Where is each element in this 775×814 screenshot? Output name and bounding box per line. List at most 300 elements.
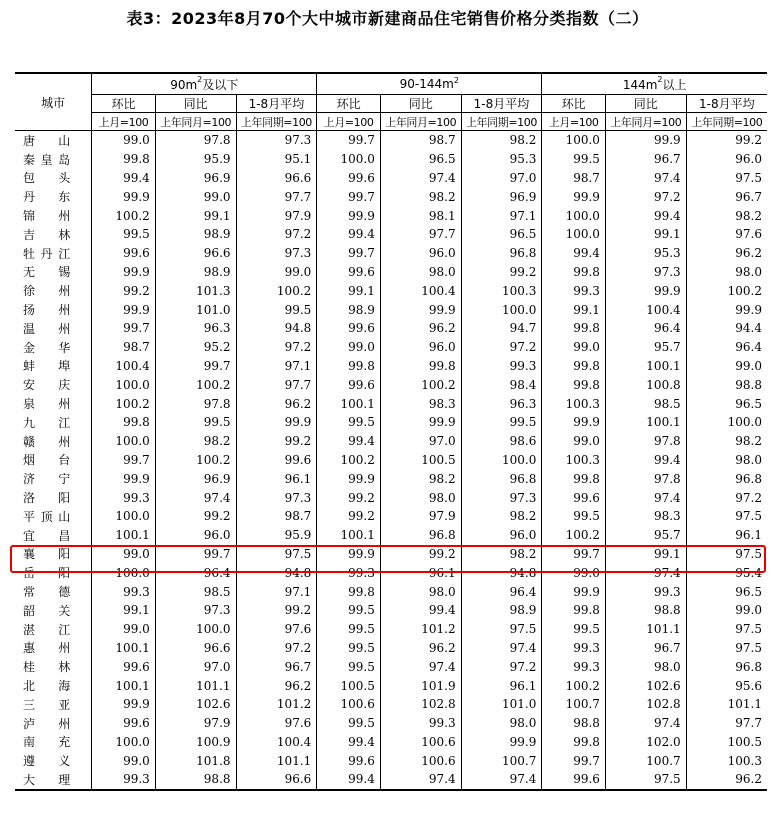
- base-header: 上年同月=100: [605, 113, 686, 131]
- index-value-cell: 100.4: [605, 300, 686, 319]
- city-name-cell: 遵义: [15, 751, 92, 770]
- index-value-cell: 94.8: [236, 563, 317, 582]
- index-value-cell: 96.7: [605, 639, 686, 658]
- index-value-cell: 99.4: [92, 169, 156, 188]
- index-value-cell: 96.0: [380, 338, 461, 357]
- index-value-cell: 98.8: [155, 770, 236, 790]
- table-row: [15, 131, 767, 150]
- group-header-large: $144m^2$以上: [542, 73, 767, 95]
- index-value-cell: 97.0: [461, 169, 542, 188]
- index-value-cell: 99.4: [380, 601, 461, 620]
- index-value-cell: 97.5: [686, 620, 767, 639]
- index-value-cell: 99.8: [92, 413, 156, 432]
- index-value-cell: 97.8: [155, 394, 236, 413]
- index-value-cell: 99.1: [605, 545, 686, 564]
- index-value-cell: 99.4: [605, 206, 686, 225]
- index-value-cell: 98.2: [461, 507, 542, 526]
- index-value-cell: 100.6: [317, 695, 381, 714]
- index-value-cell: 95.3: [461, 150, 542, 169]
- index-value-cell: 99.9: [92, 469, 156, 488]
- index-value-cell: 96.5: [380, 150, 461, 169]
- table-row: [15, 563, 767, 582]
- index-value-cell: 101.1: [236, 751, 317, 770]
- index-value-cell: 99.5: [461, 413, 542, 432]
- index-value-cell: 98.9: [155, 263, 236, 282]
- index-value-cell: 100.0: [92, 507, 156, 526]
- index-value-cell: 98.0: [686, 263, 767, 282]
- index-value-cell: 99.8: [542, 733, 606, 752]
- base-header: 上月=100: [92, 113, 156, 131]
- city-name-cell: 南充: [15, 733, 92, 752]
- index-value-cell: 99.0: [236, 263, 317, 282]
- index-value-cell: 99.9: [92, 263, 156, 282]
- index-value-cell: 96.8: [461, 244, 542, 263]
- index-value-cell: 99.0: [686, 357, 767, 376]
- index-value-cell: 100.0: [461, 300, 542, 319]
- index-value-cell: 101.1: [605, 620, 686, 639]
- base-header: 上年同期=100: [236, 113, 317, 131]
- index-value-cell: 100.3: [542, 451, 606, 470]
- index-value-cell: 96.4: [686, 338, 767, 357]
- index-value-cell: 100.2: [380, 375, 461, 394]
- index-value-cell: 97.2: [461, 657, 542, 676]
- index-value-cell: 99.6: [542, 770, 606, 790]
- index-value-cell: 98.7: [542, 169, 606, 188]
- index-value-cell: 99.9: [236, 413, 317, 432]
- group-header-medium: $90-144m^2$: [317, 73, 542, 95]
- index-value-cell: 100.1: [605, 357, 686, 376]
- city-name-cell: 秦皇岛: [15, 150, 92, 169]
- table-row: [15, 263, 767, 282]
- index-value-cell: 96.0: [380, 244, 461, 263]
- index-value-cell: 99.5: [155, 413, 236, 432]
- index-value-cell: 94.4: [686, 319, 767, 338]
- index-value-cell: 98.9: [155, 225, 236, 244]
- index-value-cell: 101.2: [236, 695, 317, 714]
- base-header: 上年同期=100: [461, 113, 542, 131]
- index-value-cell: 100.7: [461, 751, 542, 770]
- index-value-cell: 95.1: [236, 150, 317, 169]
- index-value-cell: 99.5: [542, 150, 606, 169]
- index-value-cell: 97.7: [236, 187, 317, 206]
- index-value-cell: 100.5: [317, 676, 381, 695]
- index-value-cell: 100.8: [605, 375, 686, 394]
- index-value-cell: 97.8: [605, 432, 686, 451]
- index-value-cell: 97.7: [380, 225, 461, 244]
- index-value-cell: 100.9: [155, 733, 236, 752]
- index-value-cell: 98.3: [605, 507, 686, 526]
- table-row: [15, 225, 767, 244]
- metric-header: 1-8月平均: [461, 95, 542, 113]
- base-header: 上月=100: [542, 113, 606, 131]
- table-row: [15, 319, 767, 338]
- city-name-cell: 湛江: [15, 620, 92, 639]
- index-value-cell: 99.3: [461, 357, 542, 376]
- index-value-cell: 97.8: [605, 469, 686, 488]
- index-value-cell: 96.0: [155, 526, 236, 545]
- index-value-cell: 98.9: [461, 601, 542, 620]
- index-value-cell: 97.3: [461, 488, 542, 507]
- index-value-cell: 96.6: [236, 169, 317, 188]
- index-value-cell: 97.2: [605, 187, 686, 206]
- index-value-cell: 95.6: [686, 676, 767, 695]
- city-name-cell: 襄阳: [15, 545, 92, 564]
- index-value-cell: 96.4: [605, 319, 686, 338]
- index-value-cell: 99.9: [542, 413, 606, 432]
- index-value-cell: 98.2: [380, 187, 461, 206]
- index-value-cell: 100.7: [542, 695, 606, 714]
- index-value-cell: 97.3: [236, 131, 317, 150]
- table-row: [15, 733, 767, 752]
- index-value-cell: 97.7: [236, 375, 317, 394]
- index-value-cell: 96.8: [686, 469, 767, 488]
- index-value-cell: 100.2: [155, 451, 236, 470]
- index-value-cell: 99.3: [542, 639, 606, 658]
- index-value-cell: 99.2: [317, 488, 381, 507]
- index-value-cell: 96.4: [461, 582, 542, 601]
- city-name-cell: 九江: [15, 413, 92, 432]
- index-value-cell: 99.0: [92, 620, 156, 639]
- index-value-cell: 100.4: [236, 733, 317, 752]
- index-value-cell: 99.8: [380, 357, 461, 376]
- index-value-cell: 99.9: [686, 300, 767, 319]
- city-name-cell: 牡丹江: [15, 244, 92, 263]
- index-value-cell: 99.5: [317, 639, 381, 658]
- index-value-cell: 100.0: [92, 432, 156, 451]
- index-value-cell: 96.8: [461, 469, 542, 488]
- index-value-cell: 100.1: [92, 526, 156, 545]
- index-value-cell: 97.5: [686, 639, 767, 658]
- index-value-cell: 99.4: [317, 225, 381, 244]
- city-name-cell: 无锡: [15, 263, 92, 282]
- index-value-cell: 94.8: [461, 563, 542, 582]
- index-value-cell: 98.0: [605, 657, 686, 676]
- index-value-cell: 98.8: [605, 601, 686, 620]
- index-value-cell: 100.1: [317, 394, 381, 413]
- index-value-cell: 99.0: [92, 751, 156, 770]
- index-value-cell: 100.2: [236, 281, 317, 300]
- index-value-cell: 99.9: [605, 281, 686, 300]
- index-value-cell: 97.5: [686, 545, 767, 564]
- index-value-cell: 96.9: [155, 469, 236, 488]
- index-value-cell: 99.9: [92, 300, 156, 319]
- index-value-cell: 97.4: [380, 770, 461, 790]
- index-value-cell: 99.0: [317, 338, 381, 357]
- index-value-cell: 99.6: [542, 488, 606, 507]
- index-value-cell: 98.7: [380, 131, 461, 150]
- table-row: [15, 582, 767, 601]
- index-value-cell: 100.2: [686, 281, 767, 300]
- metric-header: 同比: [155, 95, 236, 113]
- index-value-cell: 99.0: [542, 432, 606, 451]
- index-value-cell: 99.5: [92, 225, 156, 244]
- index-value-cell: 99.4: [605, 451, 686, 470]
- index-value-cell: 99.3: [380, 714, 461, 733]
- index-value-cell: 99.9: [92, 187, 156, 206]
- index-value-cell: 99.5: [542, 620, 606, 639]
- table-row: [15, 620, 767, 639]
- table-row: [15, 206, 767, 225]
- index-value-cell: 100.1: [317, 526, 381, 545]
- index-value-cell: 101.8: [155, 751, 236, 770]
- index-value-cell: 99.4: [317, 432, 381, 451]
- index-value-cell: 99.6: [92, 244, 156, 263]
- index-value-cell: 102.8: [605, 695, 686, 714]
- city-name-cell: 赣州: [15, 432, 92, 451]
- metric-header: 同比: [380, 95, 461, 113]
- index-value-cell: 96.9: [155, 169, 236, 188]
- index-value-cell: 98.2: [380, 469, 461, 488]
- city-column-header: 城市: [15, 73, 92, 131]
- index-value-cell: 100.1: [92, 676, 156, 695]
- table-row: [15, 300, 767, 319]
- index-value-cell: 99.2: [380, 545, 461, 564]
- index-value-cell: 98.9: [317, 300, 381, 319]
- index-value-cell: 101.1: [155, 676, 236, 695]
- index-value-cell: 100.4: [380, 281, 461, 300]
- index-value-cell: 99.3: [605, 582, 686, 601]
- index-value-cell: 100.0: [542, 206, 606, 225]
- index-value-cell: 99.9: [380, 300, 461, 319]
- index-value-cell: 99.9: [605, 131, 686, 150]
- metric-header: 环比: [542, 95, 606, 113]
- index-value-cell: 99.8: [542, 375, 606, 394]
- index-value-cell: 98.4: [461, 375, 542, 394]
- index-value-cell: 99.5: [236, 300, 317, 319]
- index-value-cell: 97.4: [380, 657, 461, 676]
- index-value-cell: 99.5: [542, 507, 606, 526]
- index-value-cell: 100.0: [686, 413, 767, 432]
- index-value-cell: 97.0: [380, 432, 461, 451]
- city-name-cell: 洛阳: [15, 488, 92, 507]
- index-value-cell: 96.7: [236, 657, 317, 676]
- index-value-cell: 100.0: [542, 225, 606, 244]
- index-value-cell: 99.4: [317, 733, 381, 752]
- index-value-cell: 97.3: [155, 601, 236, 620]
- index-value-cell: 96.5: [686, 582, 767, 601]
- index-value-cell: 98.3: [380, 394, 461, 413]
- index-value-cell: 99.1: [92, 601, 156, 620]
- index-value-cell: 99.9: [317, 545, 381, 564]
- table-row: [15, 507, 767, 526]
- city-name-cell: 烟台: [15, 451, 92, 470]
- index-value-cell: 95.9: [236, 526, 317, 545]
- index-value-cell: 96.4: [155, 563, 236, 582]
- index-value-cell: 99.6: [317, 263, 381, 282]
- index-value-cell: 99.7: [542, 751, 606, 770]
- index-value-cell: 100.6: [380, 751, 461, 770]
- index-value-cell: 99.8: [542, 601, 606, 620]
- metric-header: 环比: [92, 95, 156, 113]
- index-value-cell: 97.2: [236, 639, 317, 658]
- index-value-cell: 99.1: [155, 206, 236, 225]
- index-value-cell: 99.3: [92, 488, 156, 507]
- index-value-cell: 99.2: [92, 281, 156, 300]
- index-value-cell: 96.7: [605, 150, 686, 169]
- city-name-cell: 三亚: [15, 695, 92, 714]
- index-value-cell: 100.2: [317, 451, 381, 470]
- city-name-cell: 吉林: [15, 225, 92, 244]
- city-name-cell: 蚌埠: [15, 357, 92, 376]
- index-value-cell: 97.1: [236, 582, 317, 601]
- base-header-row: [15, 113, 767, 131]
- index-value-cell: 96.1: [236, 469, 317, 488]
- city-name-cell: 泸州: [15, 714, 92, 733]
- index-value-cell: 97.4: [461, 770, 542, 790]
- index-value-cell: 97.4: [605, 488, 686, 507]
- index-value-cell: 99.7: [155, 545, 236, 564]
- index-value-cell: 99.9: [380, 413, 461, 432]
- index-value-cell: 99.5: [317, 714, 381, 733]
- index-value-cell: 98.7: [236, 507, 317, 526]
- city-name-cell: 桂林: [15, 657, 92, 676]
- city-name-cell: 北海: [15, 676, 92, 695]
- index-value-cell: 96.1: [380, 563, 461, 582]
- index-value-cell: 98.1: [380, 206, 461, 225]
- index-value-cell: 96.2: [236, 676, 317, 695]
- index-value-cell: 97.6: [686, 225, 767, 244]
- index-value-cell: 99.5: [317, 601, 381, 620]
- index-value-cell: 98.0: [380, 488, 461, 507]
- index-value-cell: 99.3: [317, 563, 381, 582]
- index-value-cell: 99.5: [317, 620, 381, 639]
- index-value-cell: 101.9: [380, 676, 461, 695]
- index-value-cell: 99.4: [542, 244, 606, 263]
- index-value-cell: 96.6: [236, 770, 317, 790]
- table-row: [15, 657, 767, 676]
- table-row: [15, 770, 767, 790]
- index-value-cell: 100.3: [686, 751, 767, 770]
- index-value-cell: 96.1: [461, 676, 542, 695]
- index-value-cell: 99.1: [317, 281, 381, 300]
- index-value-cell: 97.5: [236, 545, 317, 564]
- index-value-cell: 99.6: [317, 169, 381, 188]
- group-header-small: $90m^2$及以下: [92, 73, 317, 95]
- index-value-cell: 99.8: [542, 319, 606, 338]
- index-value-cell: 98.5: [605, 394, 686, 413]
- metric-header: 同比: [605, 95, 686, 113]
- index-value-cell: 99.3: [542, 281, 606, 300]
- index-value-cell: 99.5: [317, 413, 381, 432]
- table-row: [15, 413, 767, 432]
- city-name-cell: 扬州: [15, 300, 92, 319]
- index-value-cell: 98.0: [686, 451, 767, 470]
- index-value-cell: 96.0: [686, 150, 767, 169]
- index-value-cell: 99.7: [92, 319, 156, 338]
- index-value-cell: 99.8: [542, 357, 606, 376]
- index-value-cell: 97.4: [605, 563, 686, 582]
- index-value-cell: 99.0: [686, 601, 767, 620]
- base-header: 上年同月=100: [380, 113, 461, 131]
- index-value-cell: 97.9: [236, 206, 317, 225]
- index-value-cell: 94.7: [461, 319, 542, 338]
- index-value-cell: 99.6: [236, 451, 317, 470]
- index-value-cell: 98.6: [461, 432, 542, 451]
- metric-header: 1-8月平均: [236, 95, 317, 113]
- city-name-cell: 丹东: [15, 187, 92, 206]
- table-row: [15, 281, 767, 300]
- index-value-cell: 97.3: [236, 488, 317, 507]
- index-value-cell: 95.7: [605, 526, 686, 545]
- index-value-cell: 97.4: [605, 169, 686, 188]
- index-value-cell: 100.3: [542, 394, 606, 413]
- index-value-cell: 99.2: [236, 432, 317, 451]
- index-value-cell: 99.8: [317, 357, 381, 376]
- table-row: [15, 187, 767, 206]
- index-value-cell: 97.2: [461, 338, 542, 357]
- index-value-cell: 100.0: [461, 451, 542, 470]
- table-row: [15, 169, 767, 188]
- city-name-cell: 包头: [15, 169, 92, 188]
- index-value-cell: 100.6: [380, 733, 461, 752]
- index-value-cell: 100.1: [92, 639, 156, 658]
- index-value-cell: 99.8: [542, 469, 606, 488]
- index-value-cell: 100.2: [92, 206, 156, 225]
- city-name-cell: 安庆: [15, 375, 92, 394]
- table-row: [15, 150, 767, 169]
- table-row: [15, 488, 767, 507]
- metric-header-row: [15, 95, 767, 113]
- index-value-cell: 98.0: [461, 714, 542, 733]
- index-value-cell: 97.4: [155, 488, 236, 507]
- index-value-cell: 99.9: [542, 187, 606, 206]
- index-value-cell: 100.2: [92, 394, 156, 413]
- table-row: [15, 639, 767, 658]
- index-value-cell: 99.7: [317, 244, 381, 263]
- index-value-cell: 99.0: [155, 187, 236, 206]
- table-row: [15, 695, 767, 714]
- index-value-cell: 95.2: [155, 338, 236, 357]
- table-row: [15, 676, 767, 695]
- index-value-cell: 96.2: [380, 319, 461, 338]
- index-value-cell: 100.0: [92, 563, 156, 582]
- city-name-cell: 金华: [15, 338, 92, 357]
- city-name-cell: 泉州: [15, 394, 92, 413]
- index-value-cell: 101.2: [380, 620, 461, 639]
- table-row: [15, 526, 767, 545]
- index-value-cell: 95.3: [605, 244, 686, 263]
- index-value-cell: 99.6: [92, 714, 156, 733]
- index-value-cell: 96.2: [686, 770, 767, 790]
- table-row: [15, 751, 767, 770]
- index-value-cell: 99.6: [92, 657, 156, 676]
- index-value-cell: 96.5: [461, 225, 542, 244]
- index-value-cell: 94.8: [236, 319, 317, 338]
- index-value-cell: 98.2: [686, 432, 767, 451]
- index-value-cell: 96.1: [686, 526, 767, 545]
- index-value-cell: 100.0: [155, 620, 236, 639]
- index-value-cell: 97.4: [605, 714, 686, 733]
- index-value-cell: 96.2: [380, 639, 461, 658]
- table-header: [15, 73, 767, 131]
- index-value-cell: 99.9: [317, 469, 381, 488]
- index-value-cell: 97.4: [380, 169, 461, 188]
- index-value-cell: 100.2: [155, 375, 236, 394]
- table-row: [15, 357, 767, 376]
- index-value-cell: 97.5: [686, 169, 767, 188]
- index-value-cell: 102.6: [605, 676, 686, 695]
- index-value-cell: 99.7: [317, 131, 381, 150]
- table-row: [15, 469, 767, 488]
- index-value-cell: 96.2: [686, 244, 767, 263]
- index-value-cell: 97.6: [236, 620, 317, 639]
- index-value-cell: 98.5: [155, 582, 236, 601]
- city-name-cell: 平顶山: [15, 507, 92, 526]
- city-name-cell: 常德: [15, 582, 92, 601]
- index-value-cell: 101.3: [155, 281, 236, 300]
- city-name-cell: 锦州: [15, 206, 92, 225]
- index-value-cell: 96.8: [686, 657, 767, 676]
